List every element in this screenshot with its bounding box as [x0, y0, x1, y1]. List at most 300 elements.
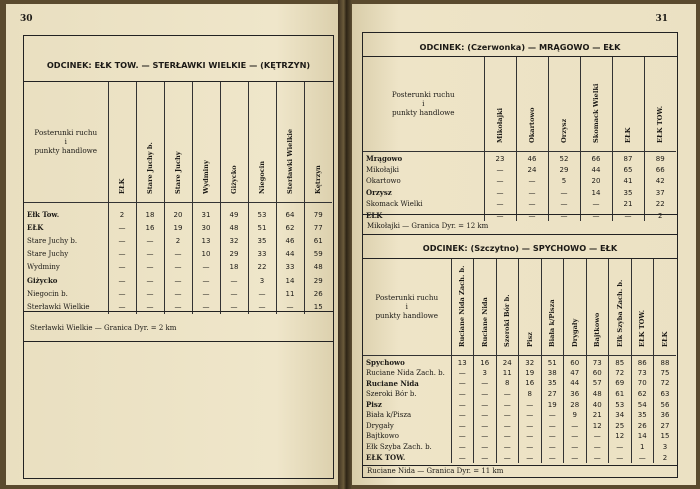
column-header-label: EŁK — [118, 178, 126, 194]
distance-cell: 44 — [564, 378, 587, 389]
distance-cell: 72 — [609, 368, 632, 379]
table-row — [363, 355, 676, 368]
column-header — [580, 57, 612, 151]
distance-cell: 19 — [164, 221, 192, 234]
column-header — [474, 259, 497, 355]
column-header-label: Skomack Wielki — [592, 83, 600, 143]
distance-cell: — — [564, 431, 587, 442]
station-name: EŁK — [24, 221, 108, 234]
distance-cell: — — [451, 452, 474, 463]
station-name: Niegocin b. — [24, 287, 108, 300]
distance-cell: 35 — [541, 378, 564, 389]
distance-cell: 24 — [516, 164, 548, 175]
distance-cell: 3 — [662, 443, 668, 452]
distance-cell: — — [548, 210, 580, 221]
distance-cell: — — [108, 221, 136, 234]
column-header-label: Stare Juchy — [174, 150, 182, 194]
distance-cell: 77 — [313, 223, 323, 232]
distance-cell: — — [609, 452, 632, 463]
distance-cell: 46 — [276, 234, 304, 247]
distance-cell: 61 — [313, 236, 323, 245]
distance-cell: 51 — [248, 221, 276, 234]
distance-cell: 54 — [631, 399, 654, 410]
column-header — [631, 259, 654, 355]
distance-cell: 85 — [609, 355, 632, 368]
distance-cell: 49 — [220, 202, 248, 221]
distance-cell: — — [541, 442, 564, 453]
column-header — [654, 259, 677, 355]
distance-cell: — — [484, 210, 516, 221]
right-section2-note: Ruciane Nida — Granica Dyr. = 11 km — [367, 467, 504, 475]
distance-cell: 16 — [136, 221, 164, 234]
distance-cell: 21 — [586, 410, 609, 421]
distance-cell: 31 — [192, 202, 220, 221]
distance-cell: 2 — [658, 211, 663, 220]
distance-cell: 51 — [541, 355, 564, 368]
distance-cell: 27 — [660, 421, 670, 430]
distance-cell: — — [108, 261, 136, 274]
column-header-label: Ruciane Nida — [480, 296, 489, 347]
table-row — [363, 210, 676, 221]
distance-cell: — — [496, 442, 519, 453]
distance-cell: 25 — [609, 421, 632, 432]
station-name: Orzysz — [363, 187, 484, 198]
column-header-label: EŁK TOW. — [656, 105, 665, 143]
column-header-label: Niegocin — [258, 160, 266, 194]
distance-cell: 60 — [564, 355, 587, 368]
distance-cell: 21 — [612, 199, 644, 210]
distance-cell: — — [220, 287, 248, 300]
distance-cell: 38 — [541, 368, 564, 379]
distance-cell: — — [496, 452, 519, 463]
station-name: Biała k/Pisza — [363, 410, 451, 421]
station-name: Stare Juchy b. — [24, 234, 108, 247]
distance-cell: 14 — [580, 187, 612, 198]
column-header-label: Stare Juchy b. — [146, 141, 154, 194]
distance-cell: — — [276, 300, 304, 313]
distance-cell: — — [451, 410, 474, 421]
distance-cell: — — [164, 300, 192, 313]
table-row — [363, 199, 676, 210]
distance-cell: — — [192, 287, 220, 300]
left-section-title: ODCINEK: EŁK TOW. — STERŁAWKI WIELKIE — (KĘTRZYN) — [46, 60, 311, 70]
distance-cell: — — [548, 187, 580, 198]
distance-cell: 42 — [655, 177, 665, 186]
table-row — [363, 378, 676, 389]
distance-cell: — — [164, 248, 192, 261]
table-row — [363, 368, 676, 379]
right-frame — [362, 32, 678, 478]
corner-header: Posterunki ruchu i punkty handlowe — [363, 57, 484, 151]
corner-header: Posterunki ruchu i punkty handlowe — [24, 82, 108, 202]
column-header-label: EŁK — [661, 331, 669, 347]
distance-cell: 59 — [313, 250, 323, 259]
distance-cell: 1 — [631, 442, 654, 453]
left-page — [6, 4, 344, 485]
distance-cell: — — [136, 274, 164, 287]
distance-cell: 60 — [586, 368, 609, 379]
distance-cell: 53 — [609, 399, 632, 410]
page-number-right: 31 — [655, 14, 668, 24]
distance-cell: — — [192, 300, 220, 313]
distance-cell: 26 — [313, 289, 323, 298]
station-name: Mrągowo — [363, 151, 484, 164]
corner-header: Posterunki ruchu i punkty handlowe — [363, 259, 451, 355]
distance-cell: — — [474, 452, 497, 463]
distance-cell: — — [484, 176, 516, 187]
distance-cell: 87 — [612, 151, 644, 164]
distance-cell: 32 — [519, 355, 542, 368]
distance-cell: 28 — [564, 399, 587, 410]
column-header-label: Wydminy — [202, 159, 210, 194]
station-name: Ełk Tow. — [24, 202, 108, 221]
distance-cell: — — [516, 199, 548, 210]
distance-cell: — — [586, 442, 609, 453]
distance-cell: 75 — [660, 368, 670, 377]
distance-cell: — — [580, 199, 612, 210]
distance-cell: 69 — [609, 378, 632, 389]
column-header-label: Szeroki Bór b. — [503, 293, 512, 347]
distance-cell: — — [451, 368, 474, 379]
distance-cell: 18 — [220, 261, 248, 274]
table-row — [363, 389, 676, 400]
distance-cell: 33 — [248, 248, 276, 261]
column-header-label: Mikołajki — [496, 107, 504, 143]
distance-cell: — — [519, 410, 542, 421]
column-header — [541, 259, 564, 355]
distance-cell: 70 — [631, 378, 654, 389]
column-header-label: EŁK TOW. — [638, 309, 647, 347]
station-name: Pisz — [363, 399, 451, 410]
distance-cell: 13 — [192, 234, 220, 247]
distance-cell: — — [474, 431, 497, 442]
distance-cell: 12 — [609, 431, 632, 442]
distance-cell: — — [541, 410, 564, 421]
distance-cell: — — [586, 452, 609, 463]
distance-cell: 22 — [248, 261, 276, 274]
column-header — [276, 82, 304, 202]
distance-cell: 57 — [586, 378, 609, 389]
distance-cell: — — [612, 210, 644, 221]
distance-cell: 26 — [631, 421, 654, 432]
column-header — [136, 82, 164, 202]
page-number-left: 30 — [20, 14, 33, 24]
column-header — [564, 259, 587, 355]
distance-cell: — — [580, 210, 612, 221]
left-section-note: Sterławki Wielkie — Granica Dyr. = 2 km — [30, 324, 177, 332]
distance-cell: 3 — [474, 368, 497, 379]
table-row — [363, 176, 676, 187]
distance-cell: — — [451, 399, 474, 410]
column-header-label: Kętrzyn — [314, 164, 323, 194]
distance-cell: — — [564, 421, 587, 432]
distance-cell: — — [519, 431, 542, 442]
distance-cell: 2 — [108, 202, 136, 221]
station-name: Drygały — [363, 421, 451, 432]
distance-cell: 89 — [655, 154, 665, 163]
distance-cell: 35 — [631, 410, 654, 421]
distance-cell: 35 — [612, 187, 644, 198]
distance-cell: 32 — [220, 234, 248, 247]
distance-table-mragowo — [363, 57, 676, 221]
column-header — [192, 82, 220, 202]
column-header — [304, 82, 332, 202]
distance-cell: 18 — [136, 202, 164, 221]
distance-cell: — — [474, 442, 497, 453]
station-name: Skomack Wielki — [363, 199, 484, 210]
distance-cell: — — [541, 452, 564, 463]
distance-cell: 62 — [276, 221, 304, 234]
distance-cell: 48 — [220, 221, 248, 234]
distance-cell: — — [136, 248, 164, 261]
column-header-label: Ełk Szyba Zach. b. — [615, 279, 624, 347]
distance-cell: — — [496, 431, 519, 442]
station-name: Ruciane Nida Zach. b. — [363, 368, 451, 379]
distance-cell: — — [451, 421, 474, 432]
distance-cell: — — [192, 261, 220, 274]
station-name: Giżycko — [24, 274, 108, 287]
distance-cell: 66 — [580, 151, 612, 164]
station-name: Ruciane Nida — [363, 378, 451, 389]
distance-cell: — — [516, 176, 548, 187]
column-header — [484, 57, 516, 151]
book-gutter — [338, 0, 352, 489]
distance-cell: — — [519, 442, 542, 453]
distance-cell: 22 — [655, 200, 665, 209]
distance-cell: 36 — [660, 411, 670, 420]
station-name: Wydminy — [24, 261, 108, 274]
station-name: Sterławki Wielkie — [24, 300, 108, 313]
distance-cell: 15 — [313, 302, 323, 311]
column-header-label: Drygały — [570, 318, 579, 347]
distance-cell: 53 — [248, 202, 276, 221]
column-header — [220, 82, 248, 202]
distance-cell: — — [474, 378, 497, 389]
distance-cell: 35 — [248, 234, 276, 247]
column-header — [519, 259, 542, 355]
distance-cell: — — [564, 452, 587, 463]
distance-cell: 61 — [609, 389, 632, 400]
distance-cell: — — [609, 442, 632, 453]
column-header — [609, 259, 632, 355]
distance-table-spychowo — [363, 259, 676, 463]
distance-cell: — — [474, 410, 497, 421]
table-row — [24, 202, 332, 221]
column-header-label: Sterławki Wielkie — [286, 128, 294, 194]
distance-cell: 3 — [248, 274, 276, 287]
distance-cell: — — [496, 399, 519, 410]
distance-cell: — — [484, 164, 516, 175]
distance-cell: 11 — [276, 287, 304, 300]
distance-cell: — — [474, 421, 497, 432]
distance-cell: 37 — [655, 188, 665, 197]
right-section2-title: ODCINEK: (Szczytno) — SPYCHOWO — EŁK — [422, 243, 618, 253]
column-header-label: Biała k/Pisza — [548, 298, 557, 347]
distance-cell: 44 — [276, 248, 304, 261]
table-row — [363, 431, 676, 442]
distance-cell: — — [519, 452, 542, 463]
distance-cell: 52 — [548, 151, 580, 164]
distance-cell: 44 — [580, 164, 612, 175]
distance-cell: — — [248, 300, 276, 313]
distance-cell: 13 — [451, 355, 474, 368]
column-header-label: Bajtkowo — [593, 312, 602, 347]
distance-cell: — — [564, 442, 587, 453]
distance-cell: — — [496, 421, 519, 432]
column-header — [451, 259, 474, 355]
distance-cell: 66 — [655, 166, 665, 175]
distance-cell: 72 — [660, 379, 670, 388]
distance-cell: 65 — [612, 164, 644, 175]
column-header — [248, 82, 276, 202]
station-name: Bajtkowo — [363, 431, 451, 442]
column-header — [496, 259, 519, 355]
distance-cell: — — [164, 287, 192, 300]
distance-cell: 16 — [474, 355, 497, 368]
table-row — [363, 410, 676, 421]
distance-cell: — — [108, 300, 136, 313]
distance-cell: 46 — [516, 151, 548, 164]
right-section1-title: ODCINEK: (Czerwonka) — MRĄGOWO — EŁK — [419, 42, 621, 52]
distance-cell: 48 — [586, 389, 609, 400]
right-page — [346, 4, 696, 485]
distance-cell: 34 — [609, 410, 632, 421]
column-header-label: Ruciane Nida Zach. b. — [458, 265, 467, 347]
distance-cell: 27 — [541, 389, 564, 400]
distance-cell: 29 — [220, 248, 248, 261]
distance-cell: 33 — [276, 261, 304, 274]
station-name: Okartowo — [363, 176, 484, 187]
distance-cell: 30 — [192, 221, 220, 234]
distance-cell: 12 — [586, 421, 609, 432]
distance-cell: — — [451, 389, 474, 400]
distance-cell: 9 — [564, 410, 587, 421]
distance-cell: — — [136, 261, 164, 274]
distance-cell: 64 — [276, 202, 304, 221]
table-row — [363, 399, 676, 410]
left-frame — [23, 35, 334, 479]
distance-cell: — — [451, 442, 474, 453]
distance-cell: — — [516, 210, 548, 221]
distance-cell: — — [248, 287, 276, 300]
station-name: Szeroki Bór b. — [363, 389, 451, 400]
distance-cell: — — [108, 287, 136, 300]
station-name: Spychowo — [363, 355, 451, 368]
right-section1-note: Mikołajki — Granica Dyr. = 12 km — [367, 222, 489, 230]
table-row — [363, 421, 676, 432]
station-name: Mikołajki — [363, 164, 484, 175]
distance-cell: — — [136, 234, 164, 247]
distance-cell: 11 — [496, 368, 519, 379]
distance-cell: — — [548, 199, 580, 210]
table-row — [24, 234, 332, 247]
distance-cell: 8 — [519, 389, 542, 400]
distance-cell: — — [164, 274, 192, 287]
distance-cell: — — [631, 452, 654, 463]
station-name: Stare Juchy — [24, 248, 108, 261]
distance-cell: 36 — [564, 389, 587, 400]
distance-cell: 5 — [548, 176, 580, 187]
distance-cell: — — [516, 187, 548, 198]
distance-cell: 29 — [313, 276, 323, 285]
table-row — [24, 261, 332, 274]
column-header — [612, 57, 644, 151]
station-name: EŁK — [363, 210, 484, 221]
distance-cell: — — [519, 421, 542, 432]
station-name: Ełk Szyba Zach. b. — [363, 442, 451, 453]
distance-cell: 14 — [276, 274, 304, 287]
column-header — [516, 57, 548, 151]
distance-cell: — — [484, 187, 516, 198]
station-name: EŁK TOW. — [363, 452, 451, 463]
distance-cell: — — [451, 431, 474, 442]
distance-cell: 48 — [313, 263, 323, 272]
distance-cell: 8 — [496, 378, 519, 389]
distance-cell: — — [496, 389, 519, 400]
distance-cell: 86 — [631, 355, 654, 368]
distance-cell: — — [136, 287, 164, 300]
distance-cell: — — [108, 234, 136, 247]
distance-cell: 23 — [484, 151, 516, 164]
distance-cell: — — [108, 248, 136, 261]
distance-cell: 56 — [660, 400, 670, 409]
distance-cell: 88 — [660, 358, 670, 367]
column-header — [644, 57, 676, 151]
distance-cell: — — [164, 261, 192, 274]
table-row — [363, 187, 676, 198]
distance-cell: — — [474, 399, 497, 410]
distance-cell: 73 — [586, 355, 609, 368]
distance-cell: 2 — [662, 453, 668, 462]
table-row — [363, 452, 676, 463]
column-header — [108, 82, 136, 202]
distance-cell: 2 — [164, 234, 192, 247]
table-row — [24, 221, 332, 234]
distance-cell: — — [496, 410, 519, 421]
distance-table-left — [24, 82, 332, 314]
distance-cell: — — [586, 431, 609, 442]
distance-cell: — — [192, 274, 220, 287]
column-header-label: Orzysz — [560, 118, 568, 143]
distance-cell: — — [220, 274, 248, 287]
distance-cell: 19 — [519, 368, 542, 379]
column-header-label: Okartowo — [528, 106, 536, 143]
column-header-label: Pisz — [525, 331, 534, 347]
distance-cell: 62 — [631, 389, 654, 400]
distance-cell: — — [474, 389, 497, 400]
column-header — [164, 82, 192, 202]
distance-cell: — — [220, 300, 248, 313]
distance-cell: 20 — [164, 202, 192, 221]
distance-cell: 10 — [192, 248, 220, 261]
distance-cell: 73 — [631, 368, 654, 379]
distance-cell: 14 — [631, 431, 654, 442]
distance-cell: 40 — [586, 399, 609, 410]
distance-cell: 15 — [660, 432, 670, 441]
distance-cell: — — [484, 199, 516, 210]
distance-cell: 19 — [541, 399, 564, 410]
distance-cell: 63 — [660, 390, 670, 399]
distance-cell: 79 — [313, 210, 323, 219]
distance-cell: 24 — [496, 355, 519, 368]
table-row — [24, 287, 332, 300]
table-row — [24, 274, 332, 287]
distance-cell: — — [541, 431, 564, 442]
distance-cell: — — [451, 378, 474, 389]
column-header — [548, 57, 580, 151]
column-header-label: EŁK — [624, 127, 632, 143]
table-row — [363, 151, 676, 164]
